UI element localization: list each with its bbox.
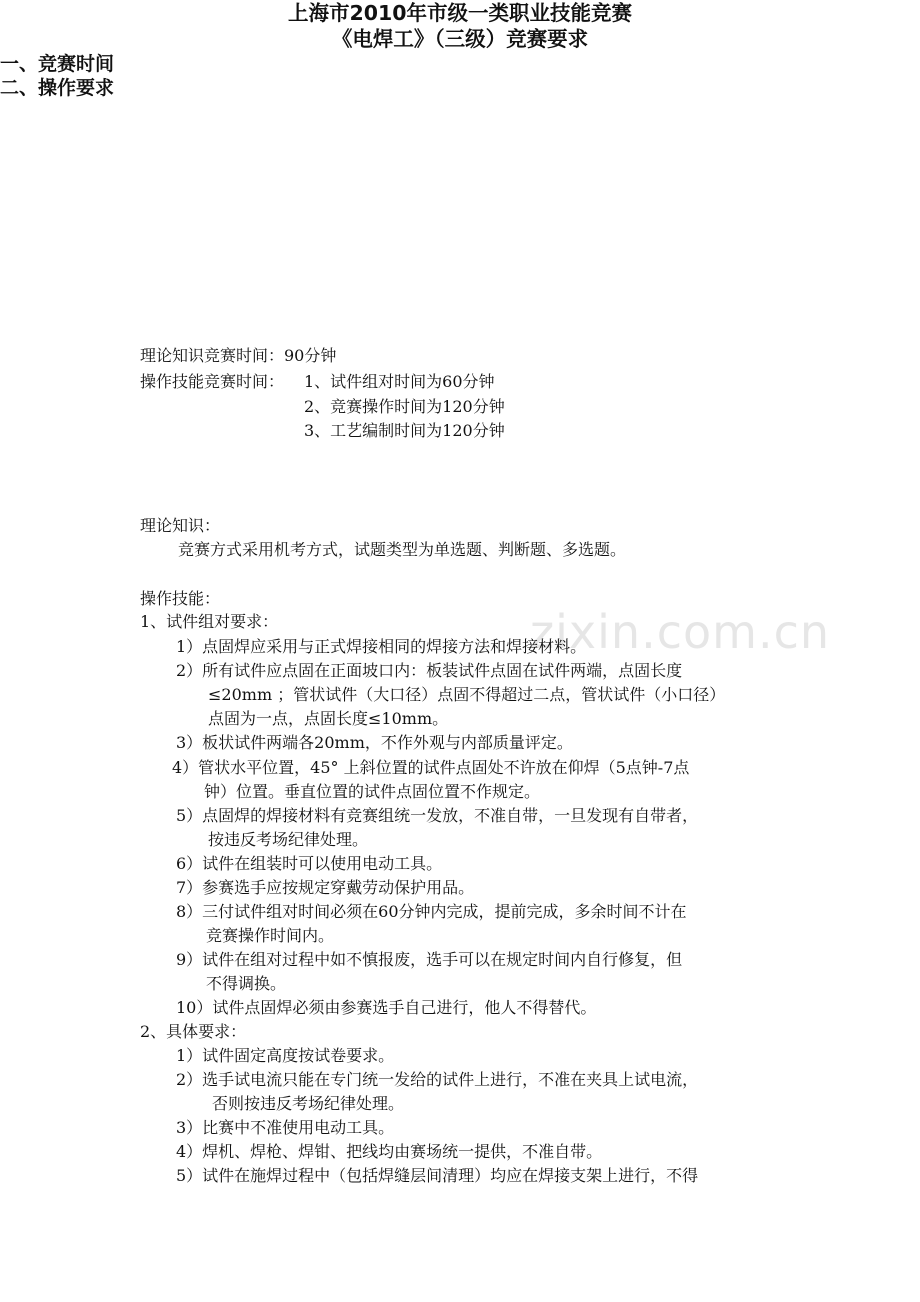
requirement-line: 1）试件固定高度按试卷要求。	[176, 1046, 395, 1065]
theory-time-line: 理论知识竞赛时间：90分钟	[140, 346, 337, 365]
requirement-line: 4）管状水平位置，45° 上斜位置的试件点固处不许放在仰焊（5点钟-7点	[172, 758, 690, 777]
document-subtitle: 《电焊工》（三级）竞赛要求	[331, 27, 589, 51]
requirement-line: 1）点固焊应采用与正式焊接相同的焊接方法和焊接材料。	[176, 637, 587, 656]
requirement-line: 5）点固焊的焊接材料有竞赛组统一发放，不准自带，一旦发现有自带者，	[176, 806, 699, 825]
requirement-line: ≤20mm ；管状试件（大口径）点固不得超过二点，管状试件（小口径）	[208, 685, 726, 704]
requirement-line: 5）试件在施焊过程中（包括焊缝层间清理）均应在焊接支架上进行，不得	[176, 1166, 699, 1185]
requirement-line: 不得调换。	[206, 974, 287, 993]
group2-label: 2、具体要求：	[140, 1022, 247, 1041]
requirement-line: 4）焊机、焊枪、焊钳、把线均由赛场统一提供，不准自带。	[176, 1142, 603, 1161]
requirement-line: 钟）位置。垂直位置的试件点固位置不作规定。	[204, 782, 541, 801]
requirement-line: 9）试件在组对过程中如不慎报废，选手可以在规定时间内自行修复，但	[176, 950, 683, 969]
requirement-line: 竞赛操作时间内。	[206, 926, 335, 945]
document-title: 上海市2010年市级一类职业技能竞赛	[287, 1, 633, 25]
requirement-line: 6）试件在组装时可以使用电动工具。	[176, 854, 443, 873]
section-heading-requirements: 二、操作要求	[0, 77, 115, 99]
skill-time-item: 3、工艺编制时间为120分钟	[304, 421, 505, 440]
skill-time-item: 2、竞赛操作时间为120分钟	[304, 397, 505, 416]
requirement-line: 否则按违反考场纪律处理。	[212, 1094, 405, 1113]
requirement-line: 点固为一点，点固长度≤10mm。	[208, 709, 449, 728]
group1-label: 1、试件组对要求：	[140, 612, 279, 631]
theory-label: 理论知识：	[140, 516, 221, 535]
theory-text: 竞赛方式采用机考方式，试题类型为单选题、判断题、多选题。	[178, 540, 627, 559]
skill-time-item: 1、试件组对时间为60分钟	[304, 372, 495, 391]
requirement-line: 2）选手试电流只能在专门统一发给的试件上进行，不准在夹具上试电流，	[176, 1070, 699, 1089]
watermark: zixin.com.cn	[530, 605, 831, 659]
requirement-line: 2）所有试件应点固在正面坡口内：板装试件点固在试件两端，点固长度	[176, 661, 683, 680]
requirement-line: 7）参赛选手应按规定穿戴劳动保护用品。	[176, 878, 475, 897]
section-heading-time: 一、竞赛时间	[0, 53, 115, 75]
requirement-line: 按违反考场纪律处理。	[208, 830, 369, 849]
skill-label: 操作技能：	[140, 589, 221, 608]
requirement-line: 8）三付试件组对时间必须在60分钟内完成，提前完成，多余时间不计在	[176, 902, 687, 921]
requirement-line: 3）板状试件两端各20mm，不作外观与内部质量评定。	[176, 733, 573, 752]
skill-time-label: 操作技能竞赛时间：	[140, 372, 285, 391]
requirement-line: 3）比赛中不准使用电动工具。	[176, 1118, 395, 1137]
requirement-line: 10）试件点固焊必须由参赛选手自己进行，他人不得替代。	[176, 998, 597, 1017]
